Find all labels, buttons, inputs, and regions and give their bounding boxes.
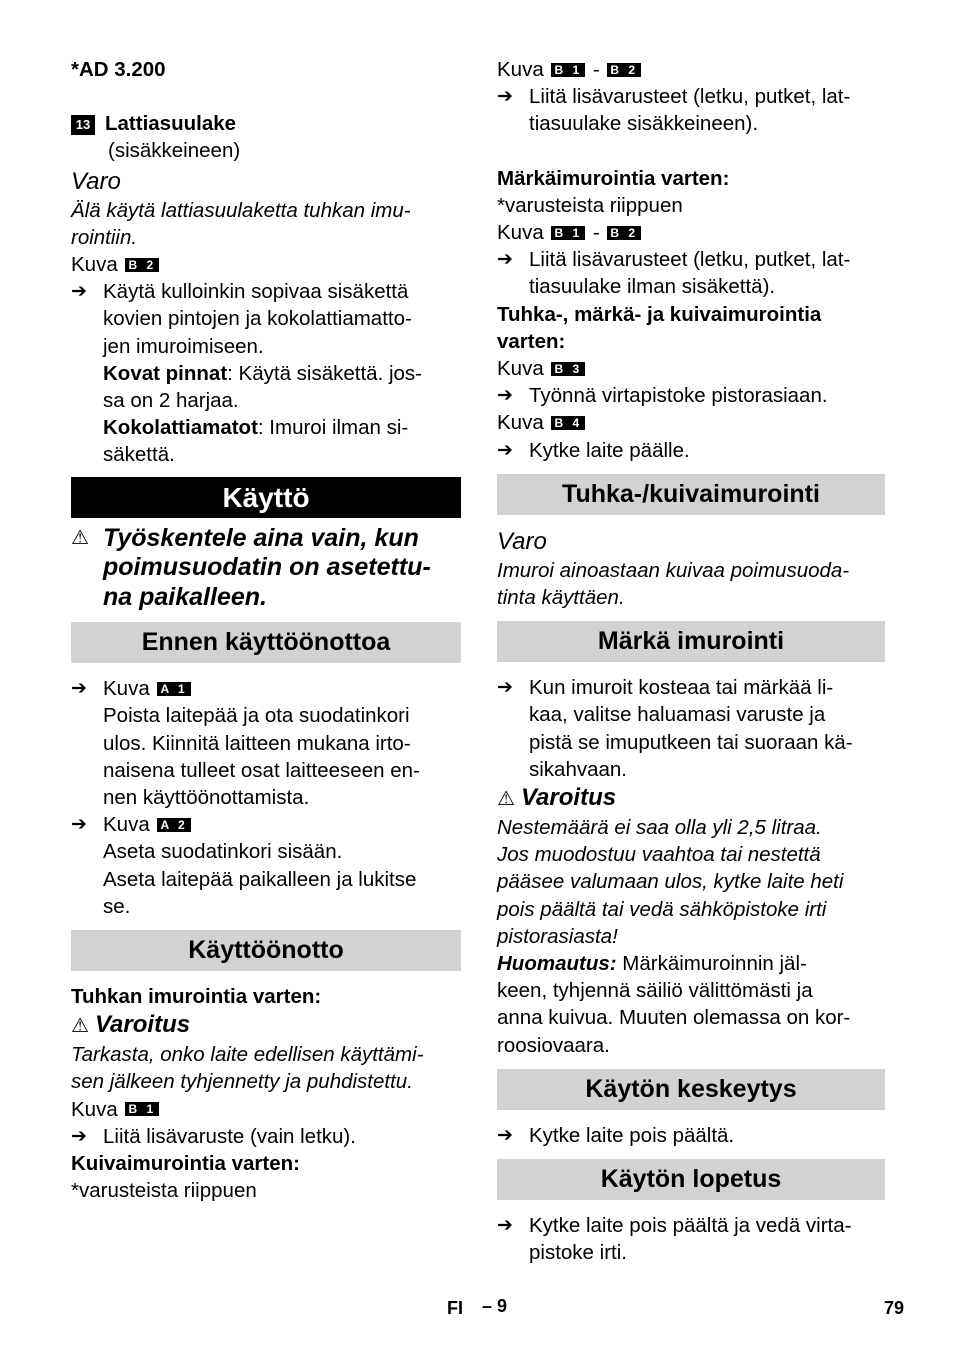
varoitus-text: pois päältä tai vedä sähköpistoke irti [497, 897, 827, 921]
varo-heading: Varo [71, 167, 121, 195]
figure-ref: Kuva B 1 - B 2 [497, 56, 885, 83]
marka-label: Märkäimurointia varten: [497, 166, 730, 190]
bullet-item: ➔ Liitä lisävarusteet (letku, putket, lat- [497, 246, 885, 273]
figure-badge-b2: B 2 [607, 226, 641, 240]
bullet-text: pistä se imuputkeen tai suoraan kä- [529, 730, 853, 754]
varo-text-1: Älä käytä lattiasuulaketta tuhkan imu- [71, 198, 411, 222]
bullet-item: ➔ Kun imuroit kosteaa tai märkää li- [497, 674, 885, 701]
huomautus-text: keen, tyhjennä säiliö välittömästi ja [497, 979, 813, 1003]
varoitus-text: Jos muodostuu vaahtoa tai nestettä [497, 843, 821, 867]
left-column [71, 56, 461, 1204]
figure-badge-a2: A 2 [157, 818, 190, 832]
varo-text: tinta käyttäen. [497, 586, 625, 610]
bullet-item: ➔ Liitä lisävarusteet (letku, putket, lat- [497, 83, 885, 110]
section-heading-kaytto: Käyttö [71, 477, 461, 518]
arrow-icon: ➔ [71, 1125, 87, 1147]
figure-ref: Kuva B 2 [71, 251, 461, 278]
arrow-icon: ➔ [71, 814, 87, 836]
section-heading-lopetus: Käytön lopetus [497, 1159, 885, 1200]
arrow-icon: ➔ [497, 249, 513, 271]
varusteista-text: *varusteista riippuen [497, 193, 683, 217]
varo-text-2: rointiin. [71, 225, 138, 249]
bullet-text: sikahvaan. [529, 757, 628, 781]
tarkasta-text: Tarkasta, onko laite edellisen käyttämi- [71, 1043, 424, 1067]
section-heading-ennen: Ennen käyttöönottoa [71, 622, 461, 663]
tuhkan-label: Tuhkan imurointia varten: [71, 984, 322, 1008]
item-title: Lattiasuulake [105, 112, 237, 136]
ennen-text: Aseta laitepää paikalleen ja lukitse [103, 867, 417, 891]
bullet-item: ➔ Kytke laite pois päältä. [497, 1122, 885, 1149]
figure-badge-b1: B 1 [551, 226, 585, 240]
varusteista-text: *varusteista riippuen [71, 1179, 257, 1203]
bullet-text: tiasuulake ilman sisäkettä). [529, 275, 776, 299]
figure-badge-b4: B 4 [551, 416, 585, 430]
ennen-text: nen käyttöönottamista. [103, 785, 310, 809]
tuhka-label: Tuhka-, märkä- ja kuivaimurointia [497, 302, 822, 326]
arrow-icon: ➔ [497, 1124, 513, 1146]
varoitus-text: pääsee valumaan ulos, kytke laite heti [497, 870, 844, 894]
item-subtitle: (sisäkkeineen) [108, 139, 241, 163]
kovat-line: Kovat pinnat: Käytä sisäkettä. jos- [103, 361, 422, 385]
page-number: 79 [884, 1298, 905, 1318]
figure-badge-b1: B 1 [551, 63, 585, 77]
kuiva-label: Kuivaimurointia varten: [71, 1151, 300, 1175]
bullet-text: jen imuroimiseen. [103, 334, 264, 358]
huomautus-text: anna kuivua. Muuten olemassa on kor- [497, 1006, 851, 1030]
bullet-item: ➔ Työnnä virtapistoke pistorasiaan. [497, 382, 885, 409]
varo-text: Imuroi ainoastaan kuivaa poimusuoda- [497, 558, 850, 582]
ennen-text: ulos. Kiinnitä laitteen mukana irto- [103, 731, 411, 755]
section-heading-tuhka: Tuhka-/kuivaimurointi [497, 474, 885, 515]
arrow-icon: ➔ [497, 439, 513, 461]
arrow-icon: ➔ [497, 677, 513, 699]
arrow-icon: ➔ [71, 281, 87, 303]
section-heading-keskeytys: Käytön keskeytys [497, 1069, 885, 1110]
bullet-text: kaa, valitse haluamasi varuste ja [529, 703, 826, 727]
tarkasta-text: sen jälkeen tyhjennetty ja puhdistettu. [71, 1070, 413, 1094]
ennen-text: Poista laitepää ja ota suodatinkori [103, 704, 410, 728]
bullet-item: ➔ Käytä kulloinkin sopivaa sisäkettä [71, 278, 461, 305]
item-13 [71, 110, 461, 137]
tuhka-label-2: varten: [497, 329, 566, 353]
arrow-icon: ➔ [497, 1215, 513, 1237]
figure-badge-b1: B 1 [125, 1102, 159, 1116]
huomautus-text: roosiovaara. [497, 1033, 610, 1057]
varo-heading: Varo [497, 527, 547, 555]
bullet-item: ➔ Kytke laite päälle. [497, 437, 885, 464]
arrow-icon: ➔ [497, 385, 513, 407]
footer-lang: FI [447, 1298, 463, 1318]
ennen-text: Aseta suodatinkori sisään. [103, 840, 343, 864]
figure-ref: Kuva B 1 - B 2 [497, 219, 885, 246]
arrow-icon: ➔ [497, 86, 513, 108]
figure-ref: Kuva B 1 [71, 1096, 461, 1123]
bullet-text: kovien pintojen ja kokolattiamatto- [103, 307, 412, 331]
bullet-item: ➔ Kytke laite pois päältä ja vedä virta- [497, 1212, 885, 1239]
arrow-icon: ➔ [71, 678, 87, 700]
figure-ref: Kuva B 4 [497, 409, 885, 436]
bullet-item: ➔ Liitä lisävaruste (vain letku). [71, 1123, 461, 1150]
figure-ref: Kuva B 3 [497, 355, 885, 382]
footer-subpage: – 9 [482, 1296, 508, 1316]
warning-icon: ⚠ [71, 1015, 89, 1038]
section-heading-marka: Märkä imurointi [497, 621, 885, 662]
section-heading-kayttoonotto: Käyttöönotto [71, 930, 461, 971]
item-number-badge: 13 [71, 115, 95, 135]
bullet-text: tiasuulake sisäkkeineen). [529, 112, 759, 136]
bullet-item: ➔ Kuva A 1 [71, 675, 461, 702]
koko-line: Kokolattiamatot: Imuroi ilman si- [103, 416, 409, 440]
bullet-item: ➔ Kuva A 2 [71, 811, 461, 838]
model-label: *AD 3.200 [71, 58, 166, 81]
bullet-text: pistoke irti. [529, 1241, 627, 1265]
warning-icon: ⚠ [71, 526, 89, 549]
figure-badge-b2: B 2 [125, 258, 159, 272]
varoitus-text: pistorasiasta! [497, 924, 618, 948]
right-column [497, 56, 885, 1267]
varoitus-heading: ⚠ Varoitus [497, 784, 617, 812]
figure-badge-b3: B 3 [551, 362, 585, 376]
figure-badge-b2: B 2 [607, 63, 641, 77]
big-warning: ⚠ Työskentele aina vain, kun poimusuodatin on asetettu- na paikalleen. [71, 523, 431, 611]
kovat-line-2: sa on 2 harjaa. [103, 389, 239, 413]
huomautus-line: Huomautus: Märkäimuroinnin jäl- [497, 952, 807, 976]
ennen-text: naisena tulleet osat laitteeseen en- [103, 758, 420, 782]
varoitus-heading: ⚠ Varoitus [71, 1011, 191, 1039]
figure-badge-a1: A 1 [157, 682, 190, 696]
warning-icon: ⚠ [497, 788, 515, 811]
koko-line-2: säkettä. [103, 443, 175, 467]
ennen-text: se. [103, 894, 131, 918]
varoitus-text: Nestemäärä ei saa olla yli 2,5 litraa. [497, 816, 822, 840]
